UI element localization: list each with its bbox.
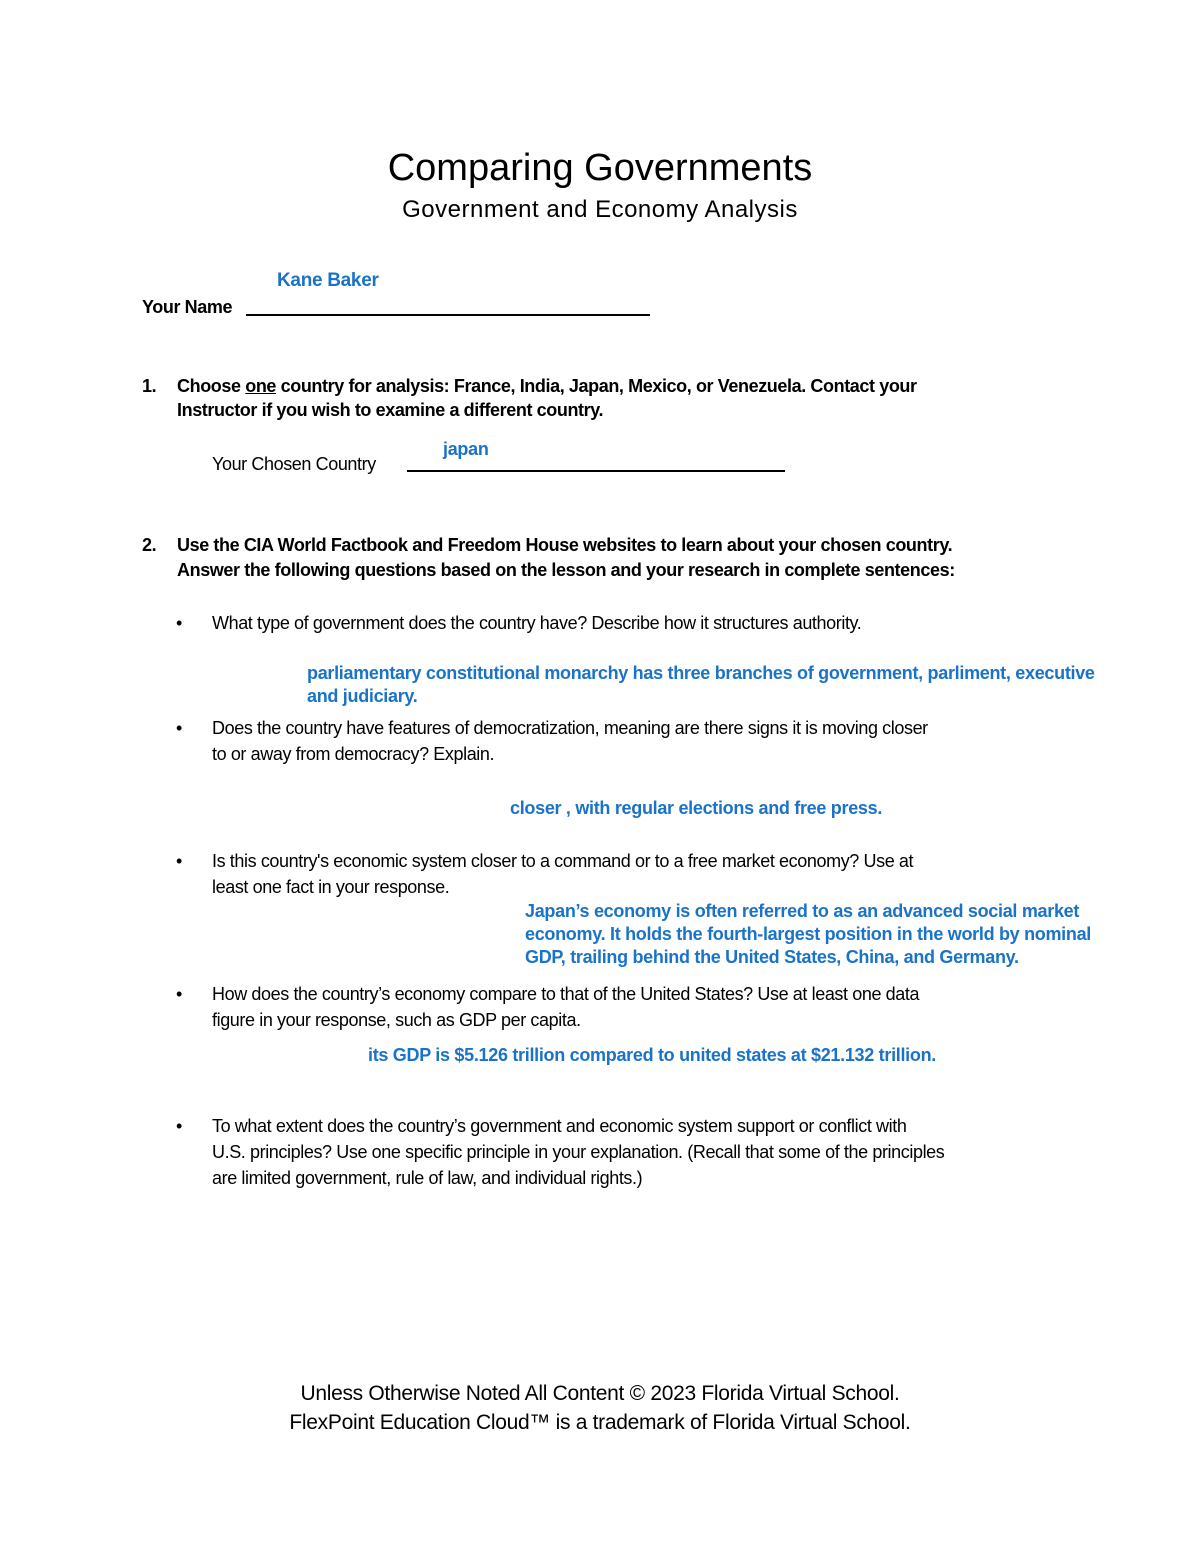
- question-1-text-before: Choose: [177, 376, 246, 396]
- bullet-5-question-line-2: U.S. principles? Use one specific principle in your explanation. (Recall that some of the principles: [212, 1142, 945, 1162]
- question-1-text-after: country for analysis: France, India, Japan, Mexico, or Venezuela. Contact your: [276, 376, 917, 396]
- bullet-4-question-line-1: How does the country’s economy compare to that of the United States? Use at least one data: [212, 984, 920, 1004]
- question-1-line-2: Instructor if you wish to examine a different country.: [177, 400, 604, 420]
- country-underline: [407, 470, 785, 472]
- question-1-line-1: [177, 374, 917, 398]
- bullet-1-question: What type of government does the country have? Describe how it structures authority.: [212, 613, 862, 633]
- bullet-2-answer[interactable]: closer , with regular elections and free press.: [510, 798, 883, 818]
- bullet-2-question-line-1: Does the country have features of democratization, meaning are there signs it is moving closer: [212, 718, 928, 738]
- footer-trademark: FlexPoint Education Cloud™ is a trademark of Florida Virtual School.: [289, 1411, 911, 1434]
- bullet-3-answer-line-1[interactable]: Japan’s economy is often referred to as an advanced social market: [525, 901, 1080, 921]
- footer-copyright: Unless Otherwise Noted All Content © 2023 Florida Virtual School.: [300, 1382, 900, 1405]
- bullet-2-question-line-2: to or away from democracy? Explain.: [212, 744, 495, 764]
- question-2-line-2: Answer the following questions based on the lesson and your research in complete sentences:: [177, 560, 955, 580]
- bullet-2-dot: •: [176, 718, 183, 738]
- bullet-3-answer-line-3[interactable]: GDP, trailing behind the United States, China, and Germany.: [525, 947, 1019, 967]
- bullet-4-dot: •: [176, 984, 183, 1004]
- bullet-5-dot: •: [176, 1116, 183, 1136]
- country-label: Your Chosen Country: [212, 454, 376, 474]
- bullet-3-question-line-1: Is this country's economic system closer to a command or to a free market economy? Use at: [212, 851, 914, 871]
- question-1-underlined: one: [245, 376, 277, 396]
- page-title: Comparing Governments: [387, 147, 813, 189]
- bullet-5-question-line-3: are limited government, rule of law, and individual rights.): [212, 1168, 643, 1188]
- bullet-4-question-line-2: figure in your response, such as GDP per capita.: [212, 1010, 581, 1030]
- question-1-number: 1.: [142, 376, 157, 396]
- bullet-3-answer-line-2[interactable]: economy. It holds the fourth-largest position in the world by nominal: [525, 924, 1091, 944]
- country-value[interactable]: japan: [443, 439, 489, 459]
- bullet-5-question-line-1: To what extent does the country’s government and economic system support or conflict with: [212, 1116, 907, 1136]
- bullet-1-answer-line-1[interactable]: parliamentary constitutional monarchy has three branches of government, parliment, executive: [307, 663, 1095, 683]
- bullet-4-answer[interactable]: its GDP is $5.126 trillion compared to united states at $21.132 trillion.: [368, 1045, 936, 1065]
- name-underline: [246, 314, 650, 316]
- name-label: Your Name: [142, 297, 233, 317]
- bullet-1-dot: •: [176, 613, 183, 633]
- question-2-line-1: Use the CIA World Factbook and Freedom House websites to learn about your chosen country.: [177, 535, 953, 555]
- bullet-3-dot: •: [176, 851, 183, 871]
- bullet-3-question-line-2: least one fact in your response.: [212, 877, 450, 897]
- bullet-1-answer-line-2[interactable]: and judiciary.: [307, 686, 418, 706]
- question-2-number: 2.: [142, 535, 157, 555]
- page-subtitle: Government and Economy Analysis: [402, 196, 798, 223]
- name-value[interactable]: Kane Baker: [277, 270, 379, 291]
